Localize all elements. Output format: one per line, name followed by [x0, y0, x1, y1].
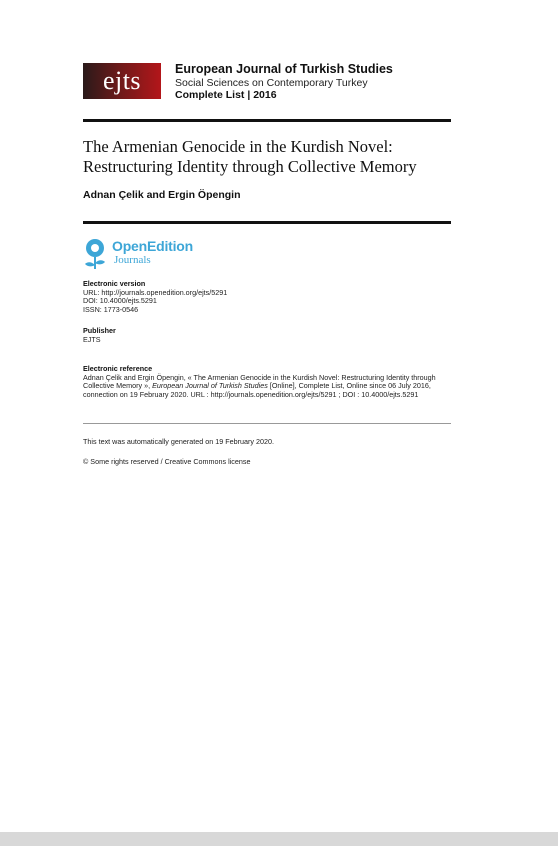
journal-logo	[83, 63, 161, 99]
electronic-version-doi[interactable]: DOI: 10.4000/ejts.5291	[83, 296, 157, 306]
publisher-name: EJTS	[83, 334, 101, 344]
journal-header	[83, 62, 451, 102]
article-title-line-1: The Armenian Genocide in the Kurdish Novel:	[83, 137, 393, 156]
electronic-reference-text	[83, 374, 455, 400]
electronic-reference-block	[83, 365, 455, 399]
journal-logo-text: ejts	[102, 66, 142, 95]
publisher-block	[83, 327, 455, 344]
generated-note: This text was automatically generated on 19 February 2020.	[83, 437, 274, 446]
viewer-bottom-bar	[0, 832, 558, 846]
top-divider	[83, 119, 451, 122]
footer-divider	[83, 423, 451, 424]
openedition-flower-icon	[83, 238, 109, 270]
reference-part-1: Adnan Çelik and Ergin Öpengin, « The Armenian Genocide in the Kurdish Novel: Restructuring Identity through Collective Memory »,	[83, 372, 436, 391]
electronic-reference-label: Electronic reference	[83, 364, 153, 373]
openedition-journals: Journals	[114, 254, 151, 266]
openedition-name: OpenEdition	[112, 238, 194, 254]
journal-title: European Journal of Turkish Studies	[175, 62, 393, 76]
article-title	[83, 137, 463, 177]
electronic-version-issn: ISSN: 1773-0546	[83, 304, 139, 314]
reference-journal-italic: European Journal of Turkish Studies	[152, 381, 268, 391]
article-title-line-2: Restructuring Identity through Collective Memory	[83, 157, 417, 176]
electronic-version-url[interactable]: URL: http://journals.openedition.org/ejts/5291	[83, 287, 228, 297]
electronic-version-block	[83, 280, 455, 314]
journal-info	[175, 62, 393, 102]
electronic-version-label: Electronic version	[83, 279, 146, 288]
article-authors: Adnan Çelik and Ergin Öpengin	[83, 189, 241, 201]
publisher-label: Publisher	[83, 326, 116, 335]
license-note[interactable]: © Some rights reserved / Creative Commons license	[83, 457, 251, 466]
openedition-wordmark	[112, 239, 193, 266]
openedition-logo	[83, 238, 223, 270]
journal-subtitle: Social Sciences on Contemporary Turkey	[175, 77, 368, 89]
journal-issue: Complete List | 2016	[175, 89, 277, 101]
bottom-divider	[83, 221, 451, 224]
reference-part-2: [Online], Complete List, Online since 06 July 2016, connection on 19 February 2020. URL : http://journals.openedition.org/ejts/5291 ; DOI : 10.4000/ejts.5291	[83, 381, 431, 399]
